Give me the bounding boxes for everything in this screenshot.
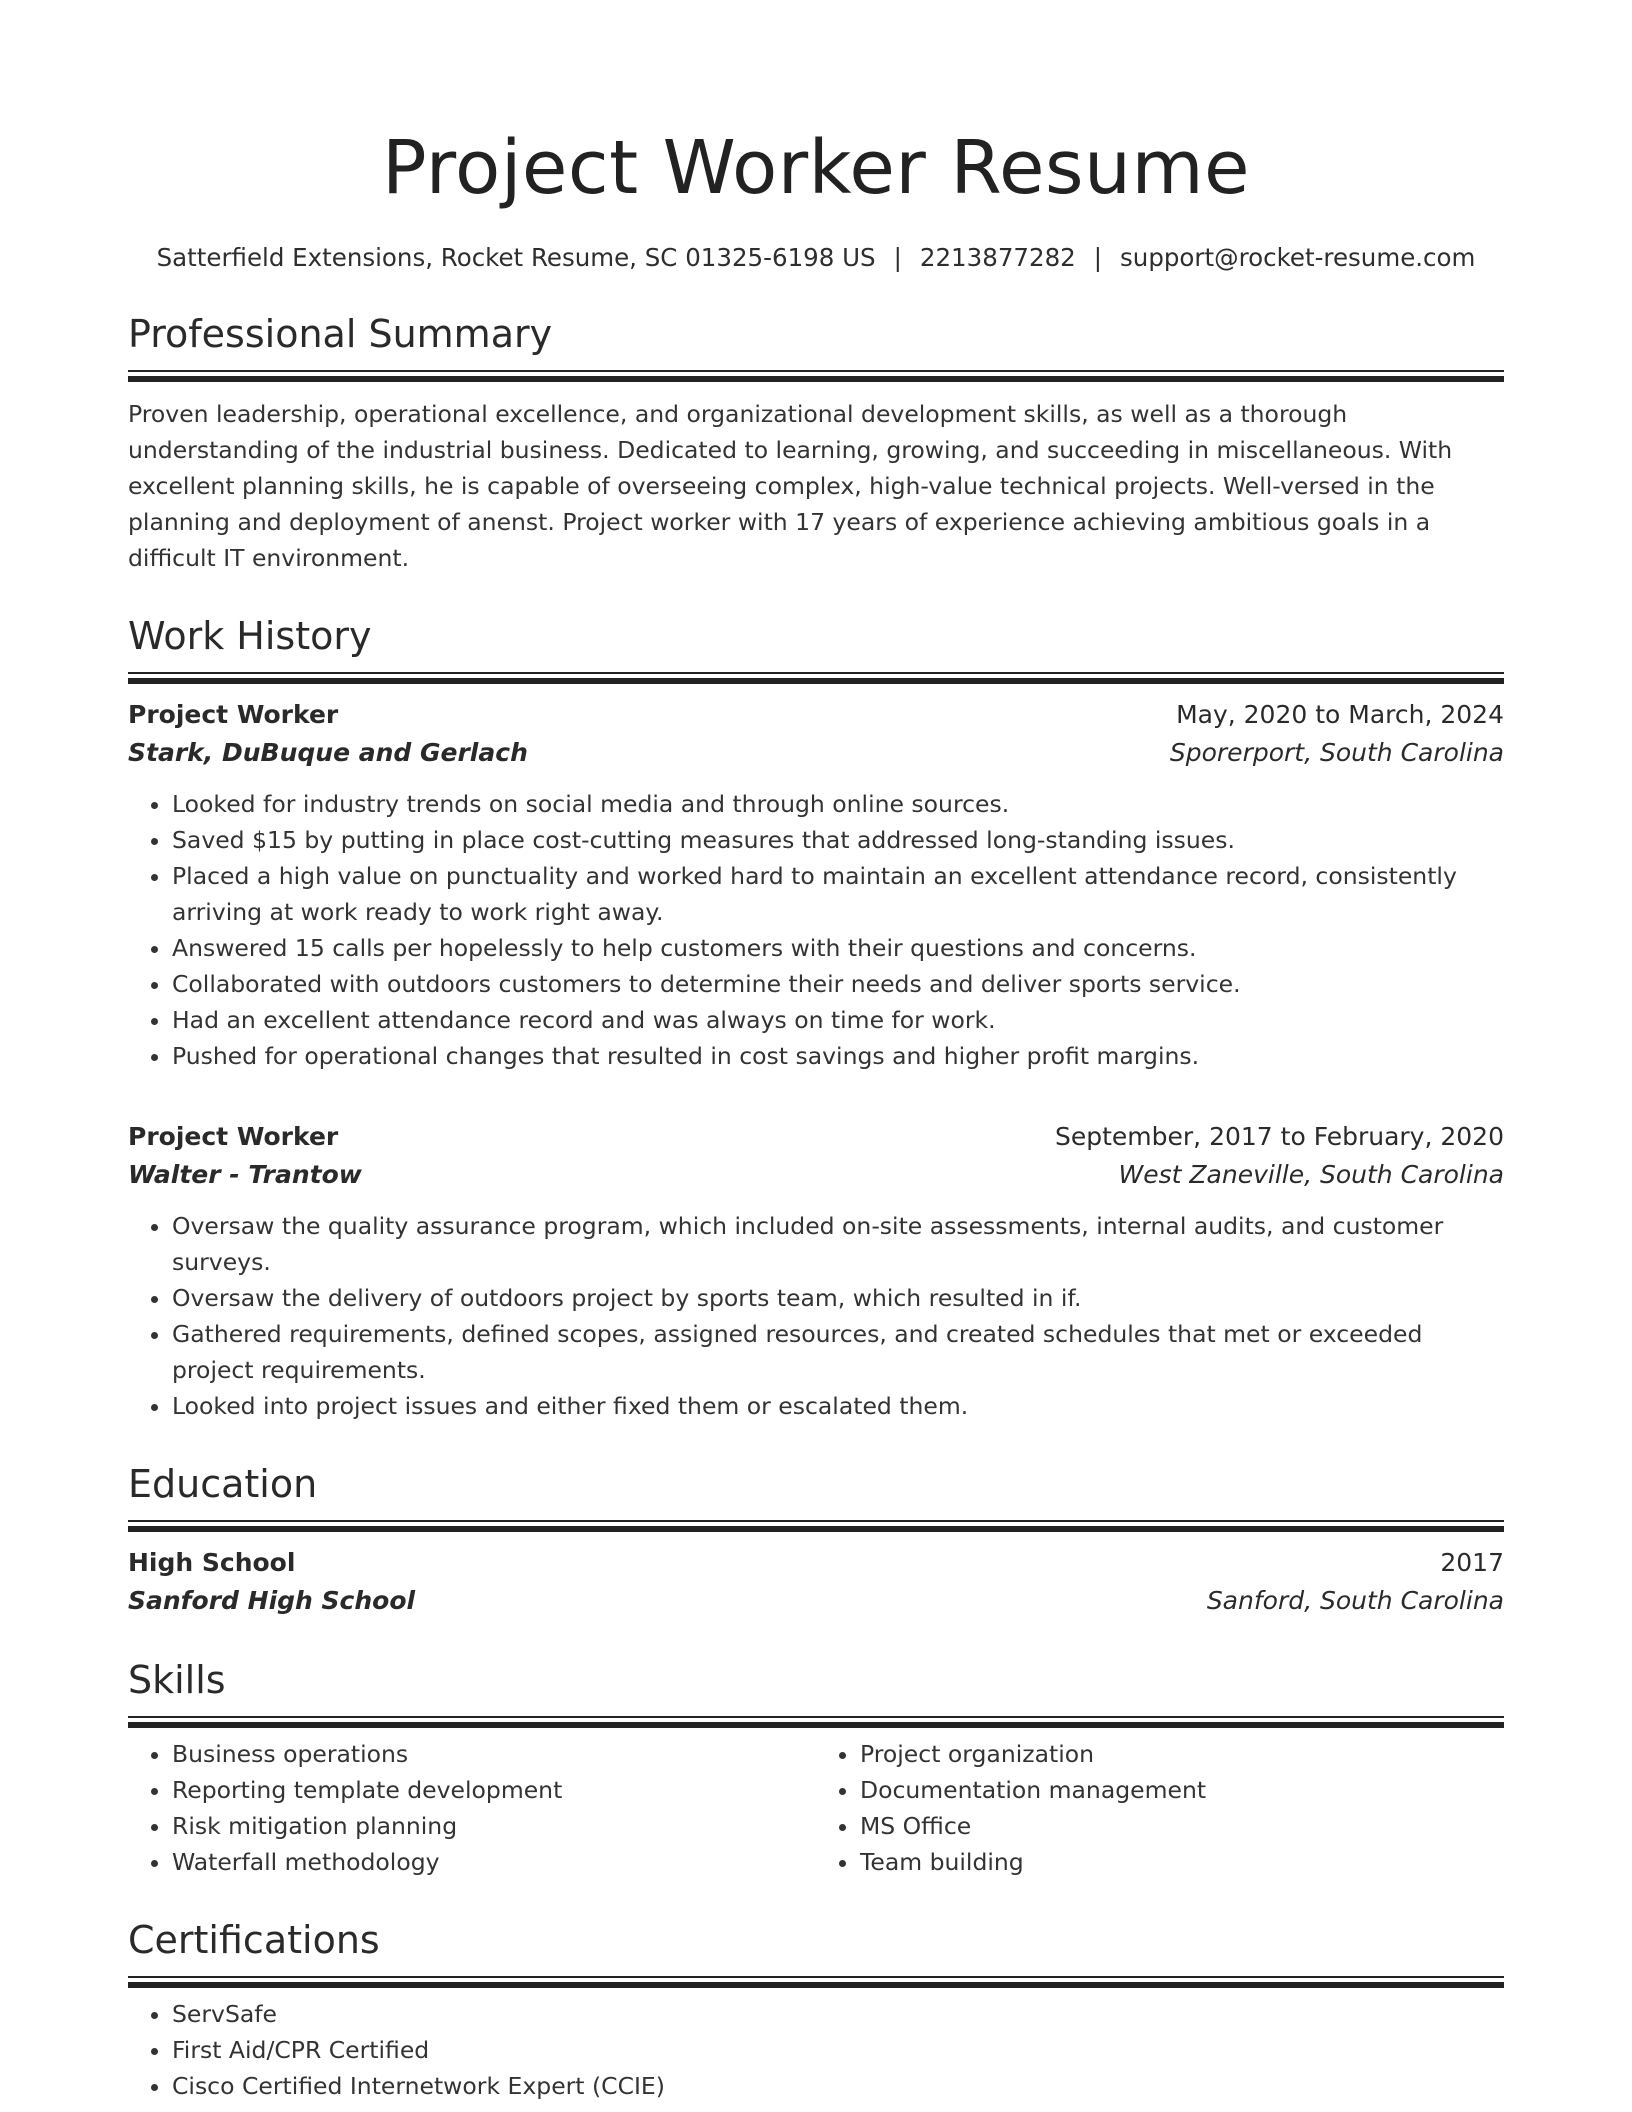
summary-heading: Professional Summary — [128, 312, 553, 356]
job-title: Project Worker — [128, 1122, 339, 1151]
certifications-list — [128, 1996, 1504, 2104]
education-header — [128, 1544, 1504, 1582]
skills-section — [128, 1656, 1504, 1880]
job-entry — [128, 1118, 1504, 1424]
education-entry — [128, 1544, 1504, 1620]
job-bullet: • Pushed for operational changes that resulted in cost savings and higher profit margins. — [172, 1038, 1504, 1074]
resume-title: Project Worker Resume — [381, 125, 1251, 211]
job-header — [128, 696, 1504, 734]
job-dates: May, 2020 to March, 2024 — [1176, 700, 1504, 729]
job-subheader — [128, 1156, 1504, 1194]
skills-list-right — [816, 1736, 1504, 1880]
certifications-heading: Certifications — [128, 1918, 380, 1962]
job-location: Sporerport, South Carolina — [1169, 738, 1504, 767]
certification-item: • First Aid/CPR Certified — [172, 2032, 1504, 2068]
skill-item: • Team building — [860, 1844, 1504, 1880]
education-location: Sanford, South Carolina — [1206, 1586, 1504, 1615]
summary-section — [128, 310, 1504, 576]
certification-item: • Cisco Certified Internetwork Expert (CCIE) — [172, 2068, 1504, 2104]
section-divider — [128, 370, 1504, 376]
education-subheader — [128, 1582, 1504, 1620]
job-bullet: • Oversaw the delivery of outdoors project by sports team, which resulted in if. — [172, 1280, 1504, 1316]
work-section — [128, 612, 1504, 1424]
job-bullet: • Looked for industry trends on social media and through online sources. — [172, 786, 1504, 822]
skill-item: • Waterfall methodology — [172, 1844, 816, 1880]
section-divider — [128, 1716, 1504, 1722]
contact-separator: | — [1093, 243, 1103, 272]
education-section — [128, 1460, 1504, 1620]
section-divider — [128, 1520, 1504, 1526]
job-title: Project Worker — [128, 700, 339, 729]
certifications-section — [128, 1916, 1504, 2104]
work-heading: Work History — [128, 614, 372, 658]
job-bullet: • Answered 15 calls per hopelessly to help customers with their questions and concerns. — [172, 930, 1504, 966]
education-school: Sanford High School — [128, 1586, 416, 1615]
job-bullet: • Looked into project issues and either fixed them or escalated them. — [172, 1388, 1504, 1424]
job-bullet: • Saved $15 by putting in place cost-cutting measures that addressed long-standing issues. — [172, 822, 1504, 858]
job-company: Stark, DuBuque and Gerlach — [128, 738, 528, 767]
skill-item: • Documentation management — [860, 1772, 1504, 1808]
skills-list-left — [128, 1736, 816, 1880]
job-bullets — [128, 786, 1504, 1074]
job-bullet: • Oversaw the quality assurance program, which included on-site assessments, internal audits, and customer surveys. — [172, 1208, 1504, 1280]
contact-line — [128, 242, 1504, 274]
education-degree: High School — [128, 1548, 296, 1577]
skill-item: • Reporting template development — [172, 1772, 816, 1808]
job-bullets — [128, 1208, 1504, 1424]
certification-item: • ServSafe — [172, 1996, 1504, 2032]
job-bullet: • Had an excellent attendance record and was always on time for work. — [172, 1002, 1504, 1038]
skills-columns — [128, 1736, 1504, 1880]
contact-separator: | — [893, 243, 902, 272]
skills-heading: Skills — [128, 1658, 226, 1702]
job-header — [128, 1118, 1504, 1156]
job-company: Walter - Trantow — [128, 1160, 362, 1189]
job-location: West Zaneville, South Carolina — [1118, 1160, 1504, 1189]
job-bullet: • Gathered requirements, defined scopes, assigned resources, and created schedules that met or exceeded project requirements. — [172, 1316, 1504, 1388]
skill-item: • Project organization — [860, 1736, 1504, 1772]
skill-item: • Risk mitigation planning — [172, 1808, 816, 1844]
contact-address: Satterfield Extensions, Rocket Resume, SC 01325-6198 US — [156, 243, 876, 272]
education-heading: Education — [128, 1462, 318, 1506]
section-divider — [128, 672, 1504, 678]
summary-text: Proven leadership, operational excellence, and organizational development skills, as well as a thorough understanding of the industrial business. Dedicated to learning, growing, and succeeding in miscellaneous. With excellent planning skills, he is capable of overseeing complex, high-value technical projects. Well-versed in the planning and deployment of anenst. Project worker with 17 years of experience achieving ambitious goals in a difficult IT environment. — [128, 400, 1453, 572]
contact-email[interactable]: support@rocket-resume.com — [1120, 243, 1476, 272]
section-divider — [128, 1976, 1504, 1982]
skill-item: • MS Office — [860, 1808, 1504, 1844]
job-bullet: • Placed a high value on punctuality and worked hard to maintain an excellent attendance record, consistently arriving at work ready to work right away. — [172, 858, 1504, 930]
job-bullet: • Collaborated with outdoors customers to determine their needs and deliver sports service. — [172, 966, 1504, 1002]
job-subheader — [128, 734, 1504, 772]
education-year: 2017 — [1440, 1548, 1504, 1577]
job-entry — [128, 696, 1504, 1074]
job-dates: September, 2017 to February, 2020 — [1055, 1122, 1504, 1151]
skill-item: • Business operations — [172, 1736, 816, 1772]
contact-phone: 2213877282 — [919, 243, 1076, 272]
